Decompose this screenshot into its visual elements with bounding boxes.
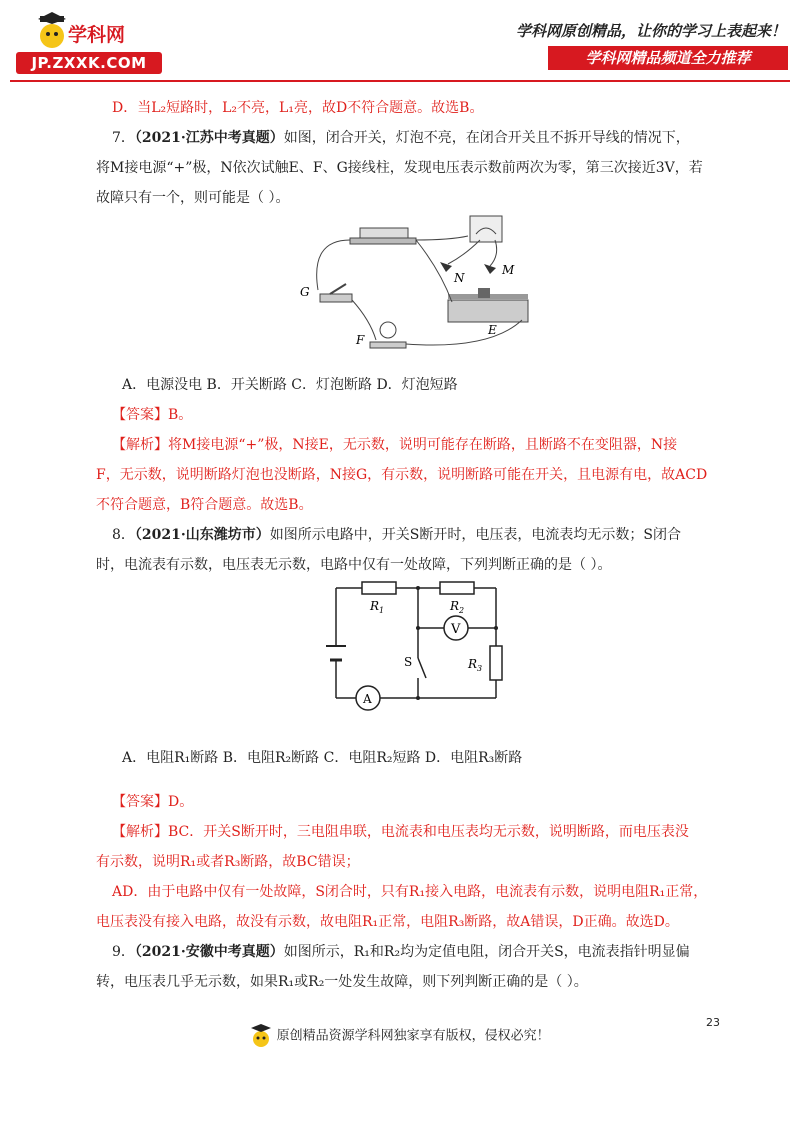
text-line: 转，电压表几乎无示数，如果R₁或R₂一处发生故障，则下列判断正确的是（ ）。 xyxy=(96,974,588,990)
question-7-line xyxy=(112,128,690,148)
answer-options: A．电阻R₁断路 B．电阻R₂断路 C．电阻R₂短路 D．电阻R₃断路 xyxy=(122,750,523,766)
text-line: 故障只有一个，则可能是（ ）。 xyxy=(96,190,290,206)
text-line: 将M接电源“+”极，N依次试触E、F、G接线柱，发现电压表示数前两次为零，第三次接近3V，若 xyxy=(96,160,703,176)
mascot-icon xyxy=(36,12,68,52)
question-9-line xyxy=(112,942,690,962)
label-R2: $R_2$ xyxy=(450,599,465,615)
circuit-figure-1 xyxy=(290,210,540,360)
explanation-line: 有示数，说明R₁或者R₃断路，故BC错误； xyxy=(96,854,360,870)
logo-url: JP.ZXXK.COM xyxy=(16,52,162,74)
circuit-figure-2 xyxy=(320,578,520,718)
header-divider xyxy=(10,80,790,82)
label-E: E xyxy=(488,323,497,337)
explanation-line: 不符合题意，B符合题意。故选B。 xyxy=(96,497,313,513)
label-R3: $R_3$ xyxy=(468,657,483,673)
label-M: M xyxy=(502,263,515,277)
question-source: （2021·江苏中考真题） xyxy=(134,130,284,146)
header-slogan: 学科网原创精品，让你的学习上表起来！ xyxy=(515,22,786,40)
question-number: 8． xyxy=(112,527,135,543)
footer-text: 原创精品资源学科网独家享有版权，侵权必究！ xyxy=(276,1028,550,1044)
explanation-line: 电压表没有接入电路，故没有示数，故电阻R₁正常，电阻R₃断路，故A错误，D正确。故选D。 xyxy=(96,914,679,930)
label-R1: $R_1$ xyxy=(370,599,385,615)
label-F: F xyxy=(356,333,365,347)
question-number: 7． xyxy=(112,130,135,146)
answer-line: 【答案】D。 xyxy=(112,794,194,810)
mascot-icon xyxy=(250,1023,272,1049)
question-source: （2021·安徽中考真题） xyxy=(134,944,284,960)
header-banner: 学科网精品频道全力推荐 xyxy=(548,46,788,70)
explanation-line: AD．由于电路中仅有一处故障，S闭合时，只有R₁接入电路，电流表有示数，说明电阻R₁正常， xyxy=(112,884,708,900)
question-text: 如图所示电路中，开关S断开时，电压表，电流表均无示数；S闭合 xyxy=(269,527,681,543)
page-number: 23 xyxy=(706,1016,720,1029)
explanation-line: F，无示数，说明断路灯泡也没断路，N接G，有示数，说明断路可能在开关，且电源有电，故ACD xyxy=(96,467,708,483)
label-N: N xyxy=(454,271,465,285)
question-source: （2021·山东潍坊市） xyxy=(134,527,270,543)
label-V: V xyxy=(451,622,461,637)
footer xyxy=(0,1023,800,1049)
site-logo xyxy=(14,12,164,74)
answer-options: A．电源没电 B．开关断路 C．灯泡断路 D．灯泡短路 xyxy=(122,377,458,393)
explanation-line: 【解析】BC．开关S断开时，三电阻串联，电流表和电压表均无示数，说明断路，而电压表没 xyxy=(112,824,689,840)
question-text: 如图所示，R₁和R₂均为定值电阻，闭合开关S，电流表指针明显偏 xyxy=(283,944,690,960)
text-line: 时，电流表有示数，电压表无示数，电路中仅有一处故障，下列判断正确的是（ ）。 xyxy=(96,557,612,573)
logo-text: 学科网 xyxy=(68,24,126,46)
question-text: 如图，闭合开关，灯泡不亮，在闭合开关且不拆开导线的情况下， xyxy=(283,130,690,146)
question-8-line xyxy=(112,525,681,545)
question-number: 9． xyxy=(112,944,135,960)
label-G: G xyxy=(300,285,310,299)
explanation-line: 【解析】将M接电源“+”极，N接E，无示数，说明可能存在断路，且断路不在变阻器，N接 xyxy=(112,437,678,453)
answer-line: 【答案】B。 xyxy=(112,407,193,423)
text-line: D．当L₂短路时，L₂不亮，L₁亮，故D不符合题意。故选B。 xyxy=(112,100,484,116)
label-S: S xyxy=(404,655,413,669)
label-A: A xyxy=(363,692,372,706)
